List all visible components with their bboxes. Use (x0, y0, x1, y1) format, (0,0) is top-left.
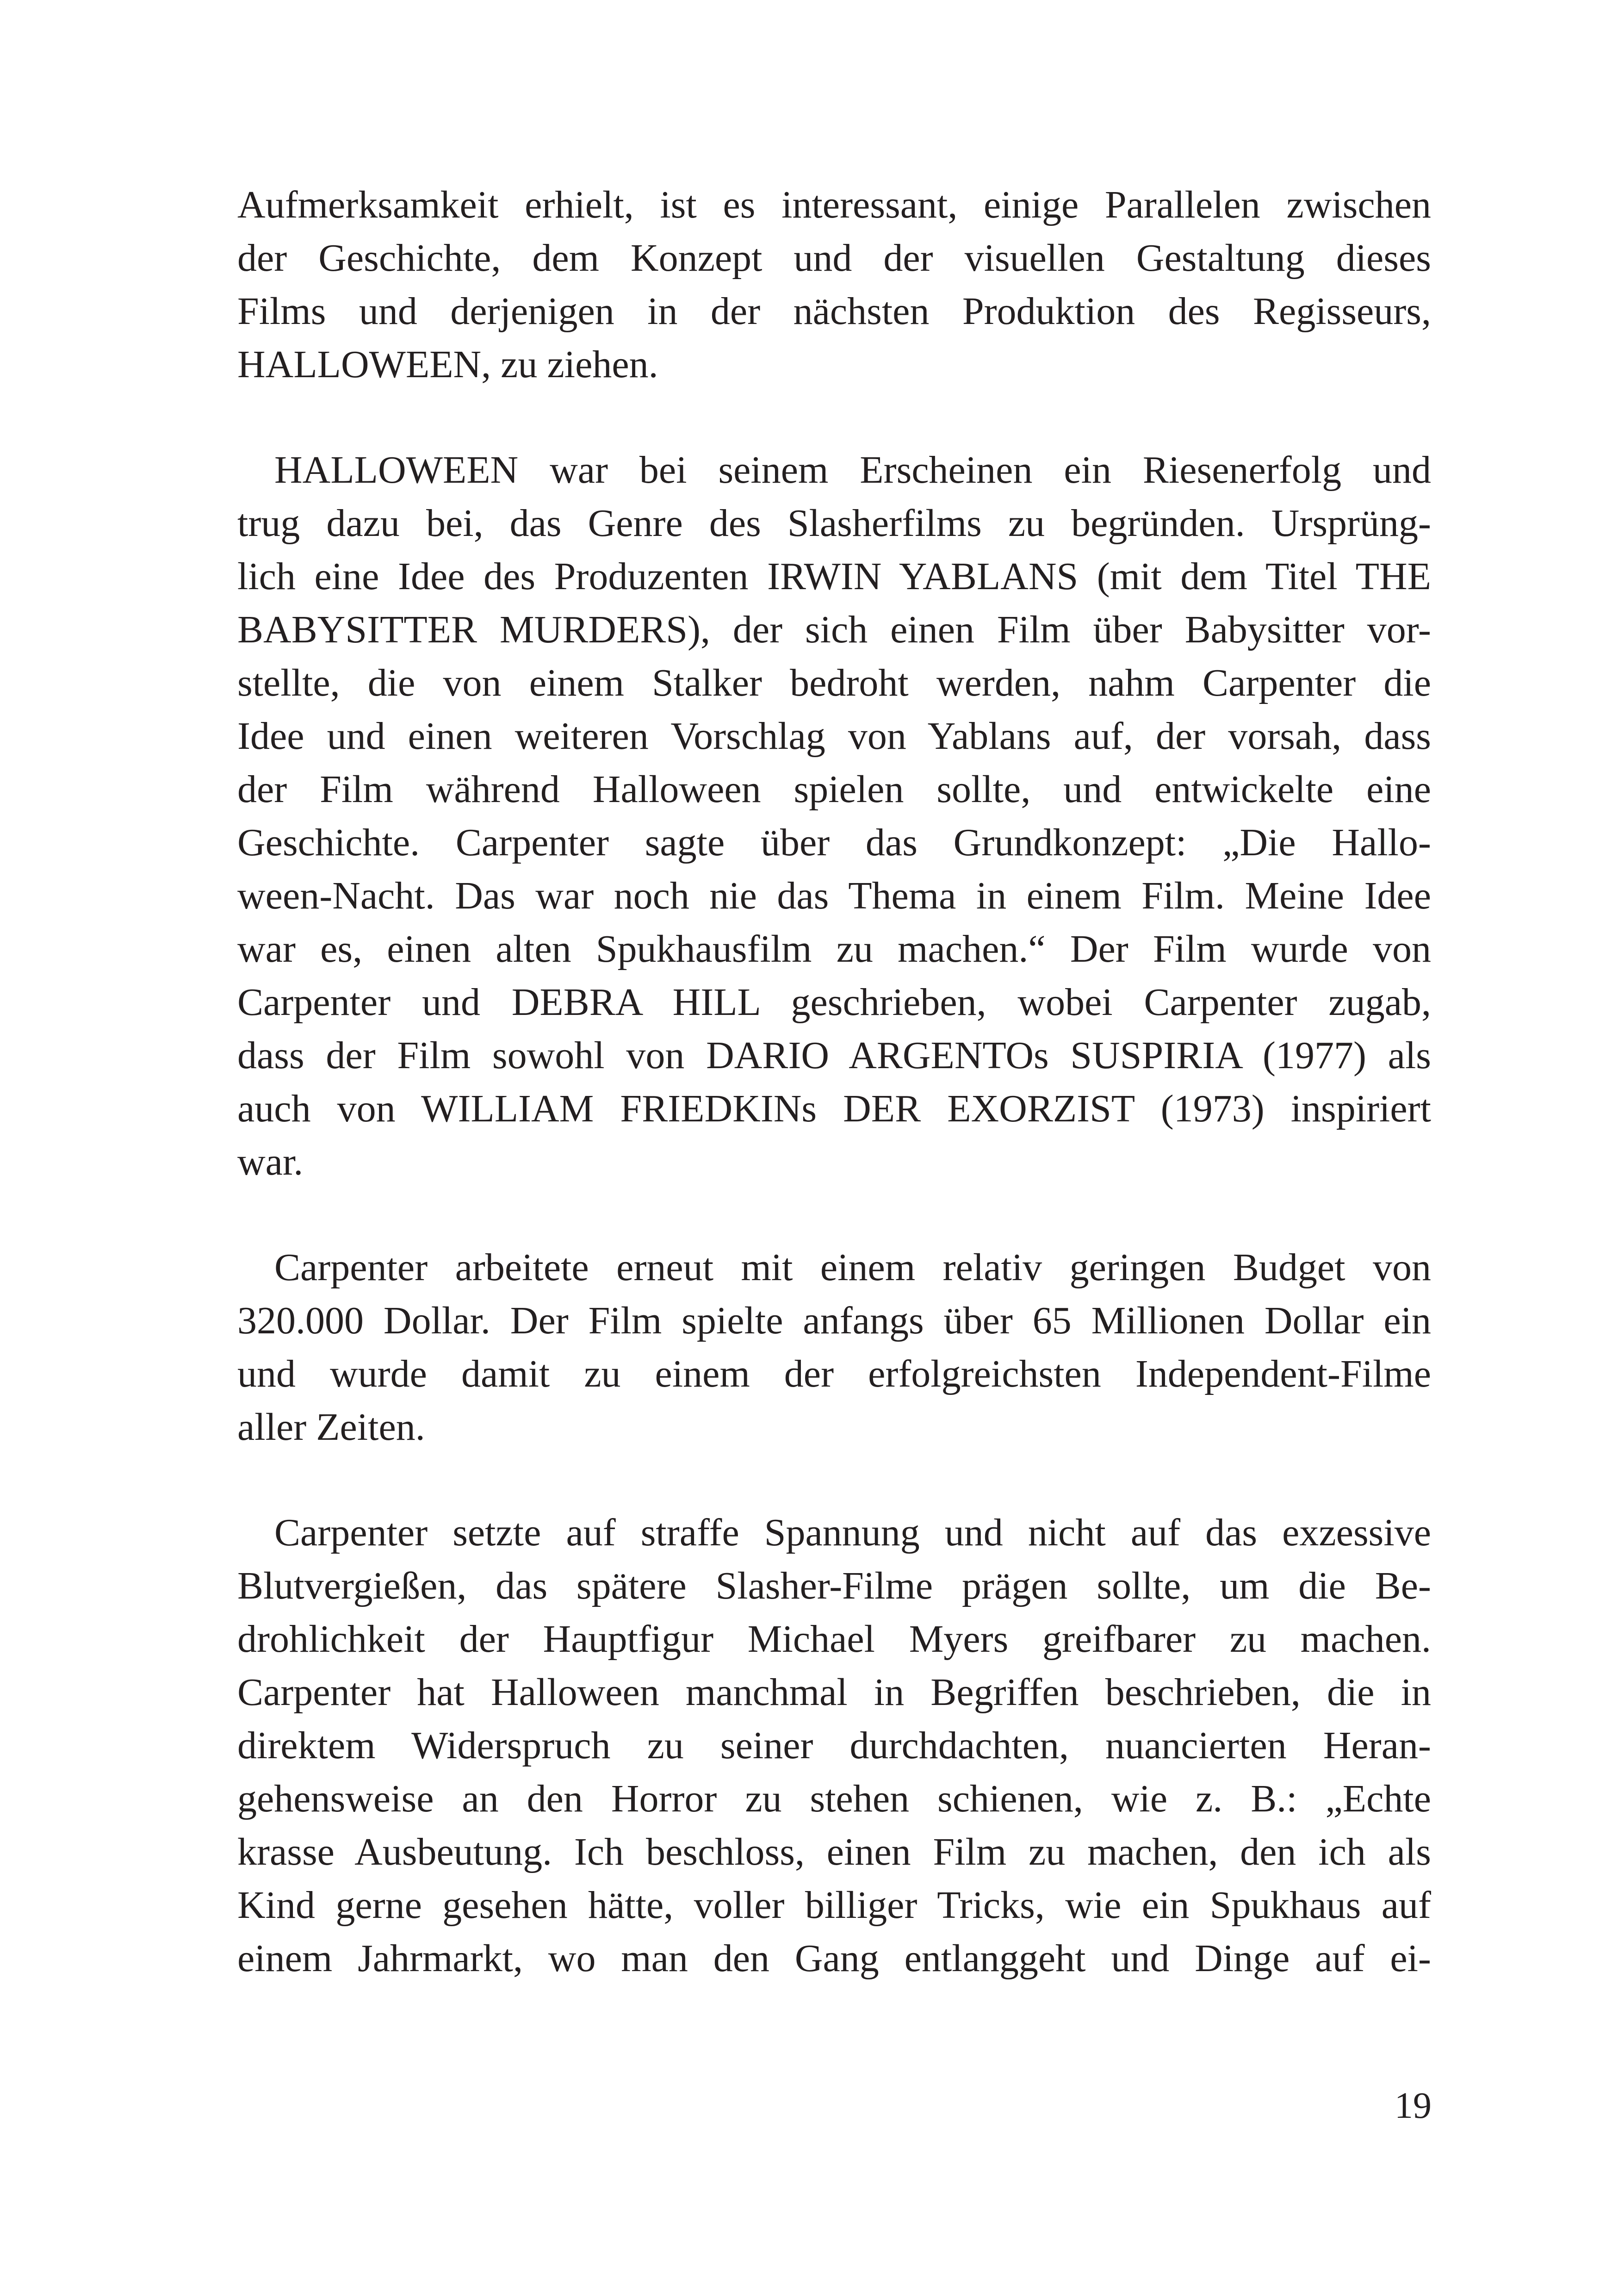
text-line: Kind gerne gesehen hätte, voller billiger Tricks, wie ein Spukhaus auf (237, 1884, 1431, 1927)
paragraph-gap (237, 1454, 1431, 1506)
text-line: 320.000 Dollar. Der Film spielte anfangs über 65 Millionen Dollar ein (237, 1299, 1431, 1342)
text-line: Carpenter setzte auf straffe Spannung und nicht auf das exzessive (274, 1511, 1431, 1554)
paragraph-gap (237, 391, 1431, 443)
text-line: BABYSITTER MURDERS), der sich einen Film über Babysitter vor- (237, 608, 1431, 651)
text-line: einem Jahrmarkt, wo man den Gang entlanggeht und Dinge auf ei- (237, 1937, 1431, 1980)
text-line: Carpenter und DEBRA HILL geschrieben, wobei Carpenter zugab, (237, 981, 1431, 1024)
text-line: krasse Ausbeutung. Ich beschloss, einen Film zu machen, den ich als (237, 1830, 1431, 1873)
text-line: Carpenter hat Halloween manchmal in Begriffen beschrieben, die in (237, 1671, 1431, 1714)
page-number: 19 (1395, 2085, 1432, 2126)
text-line: Films und derjenigen in der nächsten Produktion des Regisseurs, (237, 290, 1431, 333)
text-line: Geschichte. Carpenter sagte über das Grundkonzept: „Die Hallo- (237, 821, 1431, 864)
text-line: der Film während Halloween spielen sollte, und entwickelte eine (237, 768, 1431, 811)
text-line: auch von WILLIAM FRIEDKINs DER EXORZIST (1973) inspiriert (237, 1087, 1431, 1130)
text-line: drohlichkeit der Hauptfigur Michael Myers greifbarer zu machen. (237, 1618, 1431, 1661)
text-line: aller Zeiten. (237, 1406, 425, 1449)
text-line: war. (237, 1140, 304, 1183)
paragraph-gap (237, 1188, 1431, 1241)
text-line: gehensweise an den Horror zu stehen schienen, wie z. B.: „Echte (237, 1777, 1431, 1820)
text-line: Blutvergießen, das spätere Slasher-Filme prägen sollte, um die Be- (237, 1564, 1431, 1607)
text-line: stellte, die von einem Stalker bedroht werden, nahm Carpenter die (237, 661, 1431, 704)
text-line: direktem Widerspruch zu seiner durchdachten, nuancierten Heran- (237, 1724, 1431, 1767)
body-text (237, 178, 1431, 1985)
text-line: lich eine Idee des Produzenten IRWIN YABLANS (mit dem Titel THE (237, 555, 1431, 598)
text-line: Aufmerksamkeit erhielt, ist es interessant, einige Parallelen zwischen (237, 183, 1431, 226)
text-line: war es, einen alten Spukhausfilm zu machen.“ Der Film wurde von (237, 927, 1431, 971)
text-line: Carpenter arbeitete erneut mit einem relativ geringen Budget von (274, 1246, 1431, 1289)
text-line: Idee und einen weiteren Vorschlag von Yablans auf, der vorsah, dass (237, 715, 1431, 758)
text-line: der Geschichte, dem Konzept und der visuellen Gestaltung dieses (237, 236, 1431, 280)
text-line: HALLOWEEN war bei seinem Erscheinen ein Riesenerfolg und (274, 448, 1431, 492)
text-line: dass der Film sowohl von DARIO ARGENTOs SUSPIRIA (1977) als (237, 1034, 1431, 1077)
text-line: HALLOWEEN, zu ziehen. (237, 343, 658, 386)
text-line: und wurde damit zu einem der erfolgreichsten Independent-Filme (237, 1352, 1431, 1395)
text-line: trug dazu bei, das Genre des Slasherfilms zu begründen. Ursprüng- (237, 502, 1431, 545)
text-line: ween-Nacht. Das war noch nie das Thema in einem Film. Meine Idee (237, 874, 1431, 917)
